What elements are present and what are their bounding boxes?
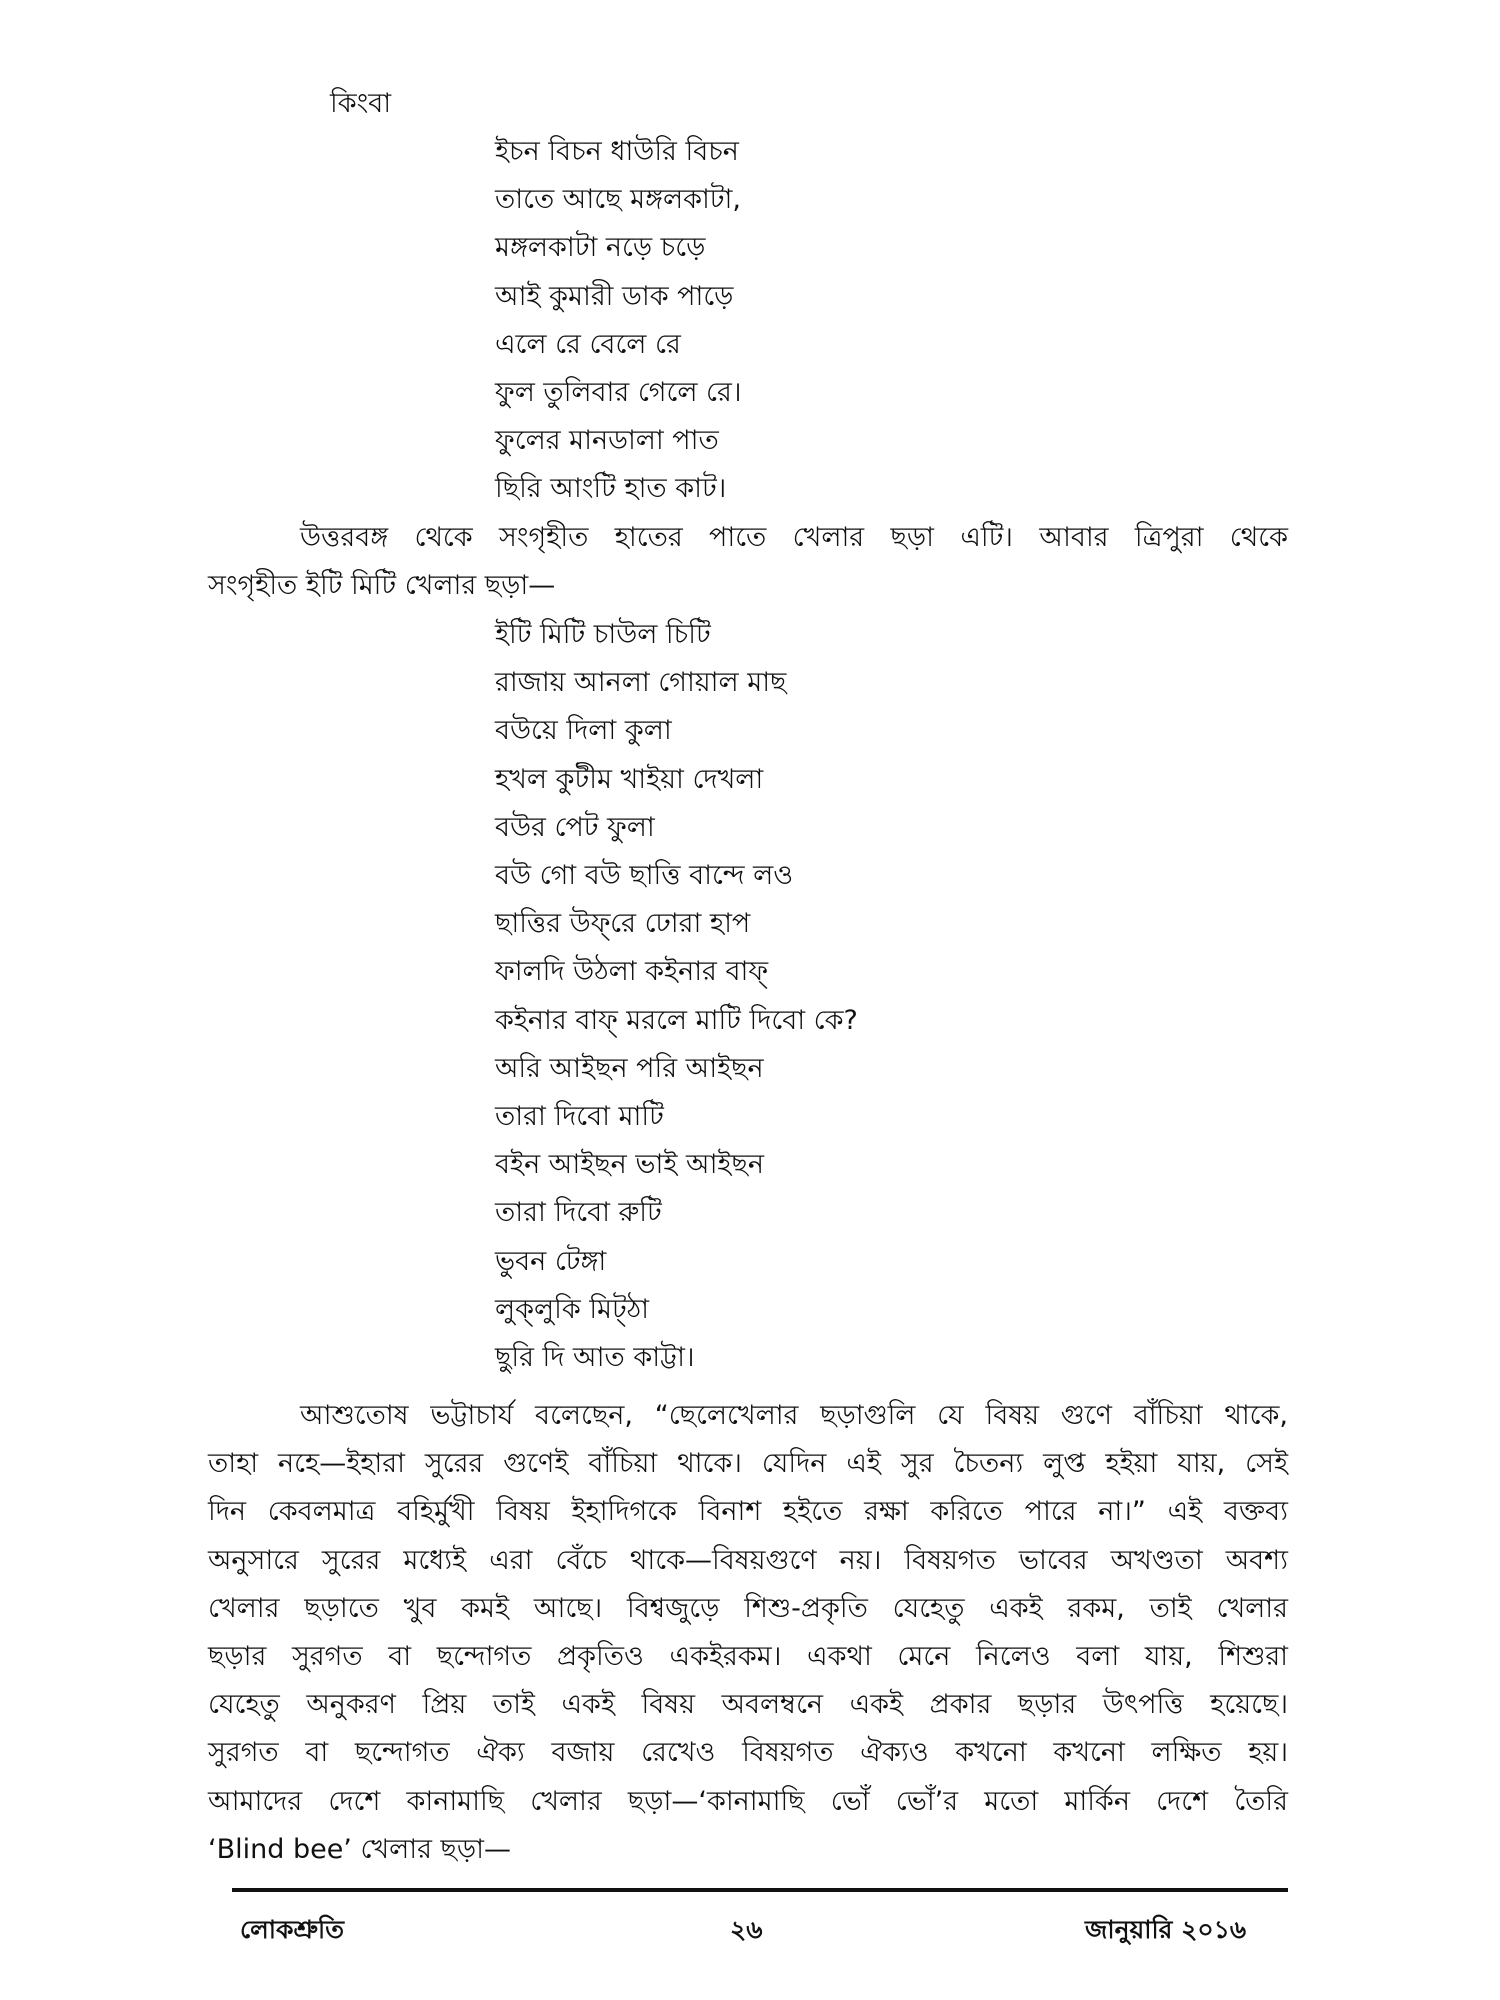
verse-line: কইনার বাফ্‌ মরলে মাটি দিবো কে? (495, 1004, 858, 1036)
verse-line: অরি আইছন পরি আইছন (495, 1052, 764, 1084)
verse-line: আই কুমারী ডাক পাড়ে (495, 280, 734, 312)
verse-line: তারা দিবো রুটি (495, 1197, 662, 1229)
verse-line: রাজায় আনলা গোয়াল মাছ (495, 667, 787, 699)
verse-line: মঙ্গলকাটা নড়ে চড়ে (495, 232, 706, 264)
paragraph-line: অনুসারে সুরের মধ্যেই এরা বেঁচে থাকে—বিষয়গুণে নয়। বিষয়গত ভাবের অখণ্ডতা অবশ্য (208, 1544, 1288, 1576)
verse-line: ভুবন টেঙ্গা (495, 1245, 607, 1277)
verse-line: ফুলের মানডালা পাত (495, 425, 719, 457)
intro-word: কিংবা (330, 88, 392, 119)
paragraph-line: উত্তরবঙ্গ থেকে সংগৃহীত হাতের পাতে খেলার ছড়া এটি। আবার ত্রিপুরা থেকে (300, 522, 1288, 553)
verse-line: বউর পেট ফুলা (495, 811, 655, 843)
journal-name: লোকশ্রুতি (240, 1915, 344, 1944)
verse-line: ইচন বিচন ধাউরি বিচন (495, 136, 739, 167)
issue-date: জানুয়ারি ২০১৬ (1085, 1915, 1247, 1944)
verse-line: তারা দিবো মাটি (495, 1101, 664, 1132)
verse-line: ছাত্তির উফ্‌রে ঢোরা হাপ (495, 908, 751, 940)
paragraph-line: সংগৃহীত ইটি মিটি খেলার ছড়া— (208, 570, 556, 602)
paragraph-line: দিন কেবলমাত্র বহির্মুখী বিষয় ইহাদিগকে বিনাশ হইতে রক্ষা করিতে পারে না।” এই বক্তব্য (208, 1496, 1288, 1528)
verse-line: লুক্‌লুকি মিট্‌ঠা (495, 1293, 650, 1325)
paragraph-line: ছড়ার সুরগত বা ছন্দোগত প্রকৃতিও একইরকম। একথা মেনে নিলেও বলা যায়, শিশুরা (208, 1641, 1288, 1672)
verse-line: ইটি মিটি চাউল চিটি (495, 619, 711, 650)
paragraph-line: সুরগত বা ছন্দোগত ঐক্য বজায় রেখেও বিষয়গত ঐক্যও কখনো কখনো লক্ষিত হয়। (208, 1737, 1288, 1769)
paragraph-line: ‘Blind bee’ খেলার ছড়া— (208, 1833, 512, 1865)
verse-line: হখল কুটীম খাইয়া দেখলা (495, 763, 764, 795)
verse-line: ছিরি আংটি হাত কাট। (495, 473, 727, 505)
paragraph-line: আমাদের দেশে কানামাছি খেলার ছড়া—‘কানামাছি ভোঁ ভোঁ’র মতো মার্কিন দেশে তৈরি (208, 1785, 1288, 1817)
verse-line: ফুল তুলিবার গেলে রে। (495, 377, 742, 408)
paragraph-line: যেহেতু অনুকরণ প্রিয় তাই একই বিষয় অবলম্বনে একই প্রকার ছড়ার উৎপত্তি হয়েছে। (208, 1689, 1288, 1721)
page-number: ২৬ (730, 1915, 763, 1944)
verse-line: বইন আইছন ভাই আইছন (495, 1149, 764, 1181)
paragraph-line: খেলার ছড়াতে খুব কমই আছে। বিশ্বজুড়ে শিশু-প্রকৃতি যেহেতু একই রকম, তাই খেলার (208, 1592, 1288, 1624)
verse-line: ফালদি উঠলা কইনার বাফ্‌ (495, 956, 768, 988)
verse-line: এলে রে বেলে রে (495, 328, 681, 360)
footer-rule (232, 1888, 1288, 1892)
paragraph-line: তাহা নহে—ইহারা সুরের গুণেই বাঁচিয়া থাকে। যেদিন এই সুর চৈতন্য লুপ্ত হইয়া যায়, সেই (208, 1448, 1288, 1480)
verse-line: তাতে আছে মঙ্গলকাটা, (495, 184, 741, 216)
verse-line: ছুরি দি আত কাট্টা। (495, 1342, 695, 1373)
paragraph-line: আশুতোষ ভট্টাচার্য বলেছেন, “ছেলেখেলার ছড়াগুলি যে বিষয় গুণে বাঁচিয়া থাকে, (300, 1400, 1288, 1431)
verse-line: বউ গো বউ ছাত্তি বান্দে লও (495, 860, 794, 891)
verse-line: বউয়ে দিলা কুলা (495, 715, 672, 747)
